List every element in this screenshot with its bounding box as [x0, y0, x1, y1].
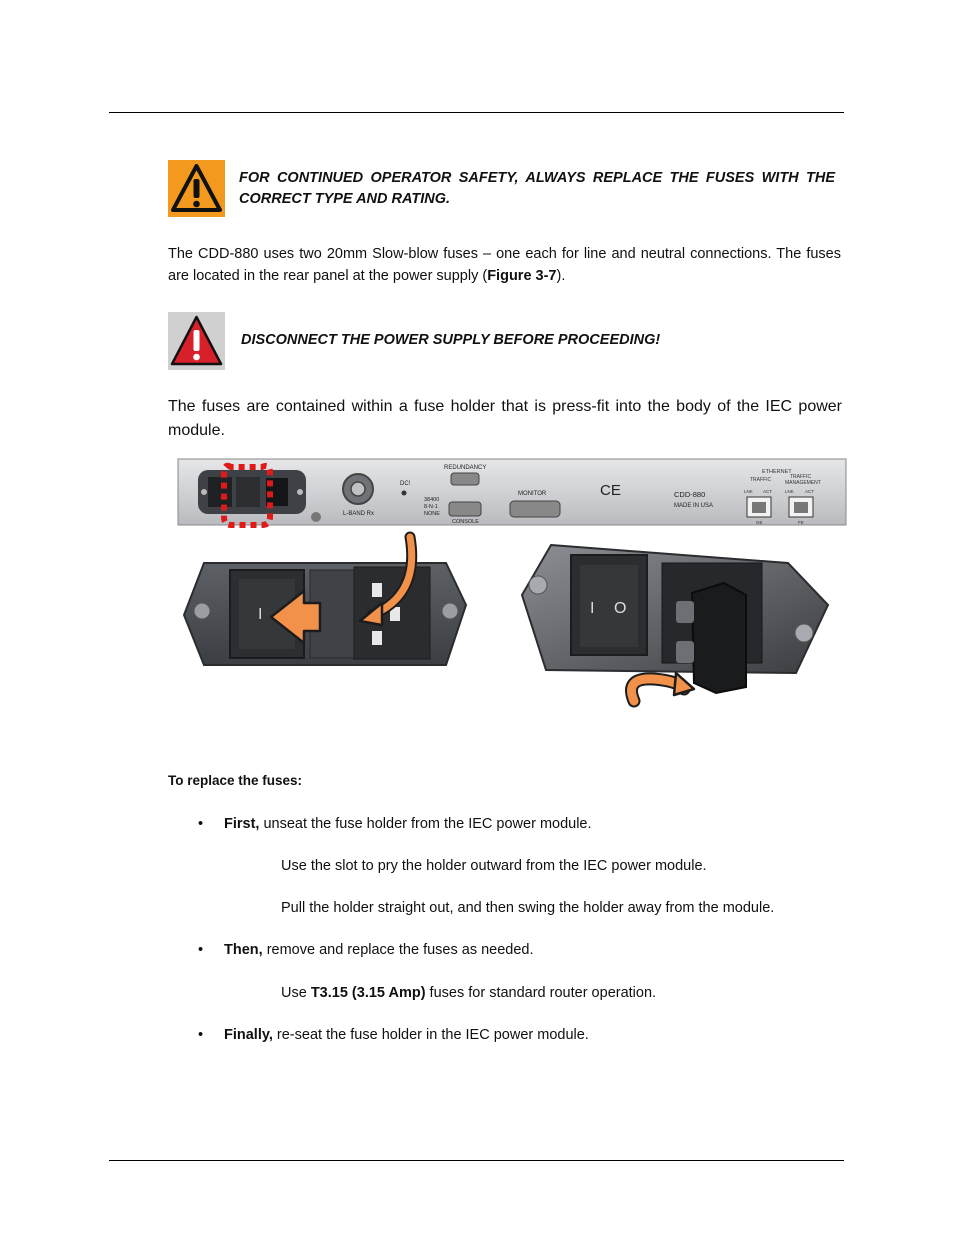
footer-rule [109, 1160, 844, 1161]
serial-label: 8-N-1 [424, 504, 438, 510]
figure-reference: Figure 3-7 [487, 268, 557, 284]
traffic-mgmt-label-2: MANAGEMENT [785, 480, 821, 486]
step-first-text: unseat the fuse holder from the IEC power module. [259, 816, 592, 832]
switch-on-mark-right: I [590, 600, 595, 617]
danger-text: DISCONNECT THE POWER SUPPLY BEFORE PROCEEDING! [241, 332, 661, 348]
baud-label: 38400 [424, 497, 440, 503]
traffic-label: TRAFFIC [750, 477, 772, 483]
fuse-holder [692, 583, 746, 693]
ce-mark: CE [600, 482, 621, 499]
fe-label: FE [798, 520, 804, 525]
act-label-2: ACT [805, 489, 814, 494]
bullet-icon: • [198, 942, 204, 958]
step-finally [198, 1027, 589, 1043]
bullet-icon: • [198, 1027, 204, 1043]
figure-illustration [176, 455, 848, 715]
lband-label: L-BAND Rx [343, 511, 375, 517]
step-first-lead: First, [224, 816, 260, 832]
console-label: CONSOLE [452, 519, 479, 525]
none-label: NONE [424, 511, 440, 517]
monitor-port [510, 501, 560, 517]
substep-pull: Pull the holder straight out, and then swing the holder away from the module. [281, 900, 775, 916]
made-in-label: MADE IN USA [674, 503, 714, 509]
iec-module-closeup-left [184, 537, 466, 665]
dc-label: DC! [400, 481, 411, 487]
figure-fuse-holder [176, 455, 848, 715]
fuse-rating-value: T3.15 (3.15 Amp) [310, 985, 426, 1001]
lnk-label-1: LNK [744, 489, 753, 494]
model-label: CDD-880 [674, 490, 706, 499]
redundancy-label: REDUNDANCY [444, 465, 487, 471]
intro-paragraph [168, 243, 841, 287]
ge-label: GE [756, 520, 763, 525]
fuse-rating-post: fuses for standard router operation. [425, 985, 657, 1001]
caution-icon [168, 160, 225, 222]
caution-text: FOR CONTINUED OPERATOR SAFETY, ALWAYS REPLACE THE FUSES WITH THE CORRECT TYPE AND RATING. [239, 170, 835, 207]
act-label-1: ACT [763, 489, 772, 494]
step-finally-text: re-seat the fuse holder in the IEC power module. [272, 1027, 589, 1043]
console-port [449, 502, 481, 516]
traffic-mgmt-label-1: TRAFFIC [790, 474, 812, 480]
procedure-heading: To replace the fuses: [168, 773, 303, 788]
substep-fuse-rating [281, 985, 656, 1001]
fuse-rating-pre: Use [281, 985, 311, 1001]
step-first [198, 816, 592, 832]
header-rule [109, 112, 844, 113]
step-finally-lead: Finally, [224, 1027, 273, 1043]
rear-panel [178, 459, 846, 525]
intro-text-end: ). [556, 268, 566, 284]
monitor-label: MONITOR [518, 491, 547, 497]
fuse-holder-paragraph: The fuses are contained within a fuse holder that is press-fit into the body of the IEC power module. [168, 398, 842, 439]
step-then [198, 942, 534, 958]
lnk-label-2: LNK [785, 489, 794, 494]
switch-on-mark: I [258, 606, 263, 623]
switch-off-mark: O [614, 600, 627, 617]
bullet-icon: • [198, 816, 204, 832]
step-then-text: remove and replace the fuses as needed. [262, 942, 534, 958]
danger-icon [168, 312, 225, 375]
ethernet-label: ETHERNET [762, 469, 792, 475]
step-then-lead: Then, [224, 942, 263, 958]
substep-pry: Use the slot to pry the holder outward from the IEC power module. [281, 858, 707, 874]
intro-text: The CDD-880 uses two 20mm Slow-blow fuses – one each for line and neutral connections. The fuses are located in the rear panel at the power supply ( [168, 246, 841, 284]
iec-module-closeup-right [522, 545, 828, 701]
